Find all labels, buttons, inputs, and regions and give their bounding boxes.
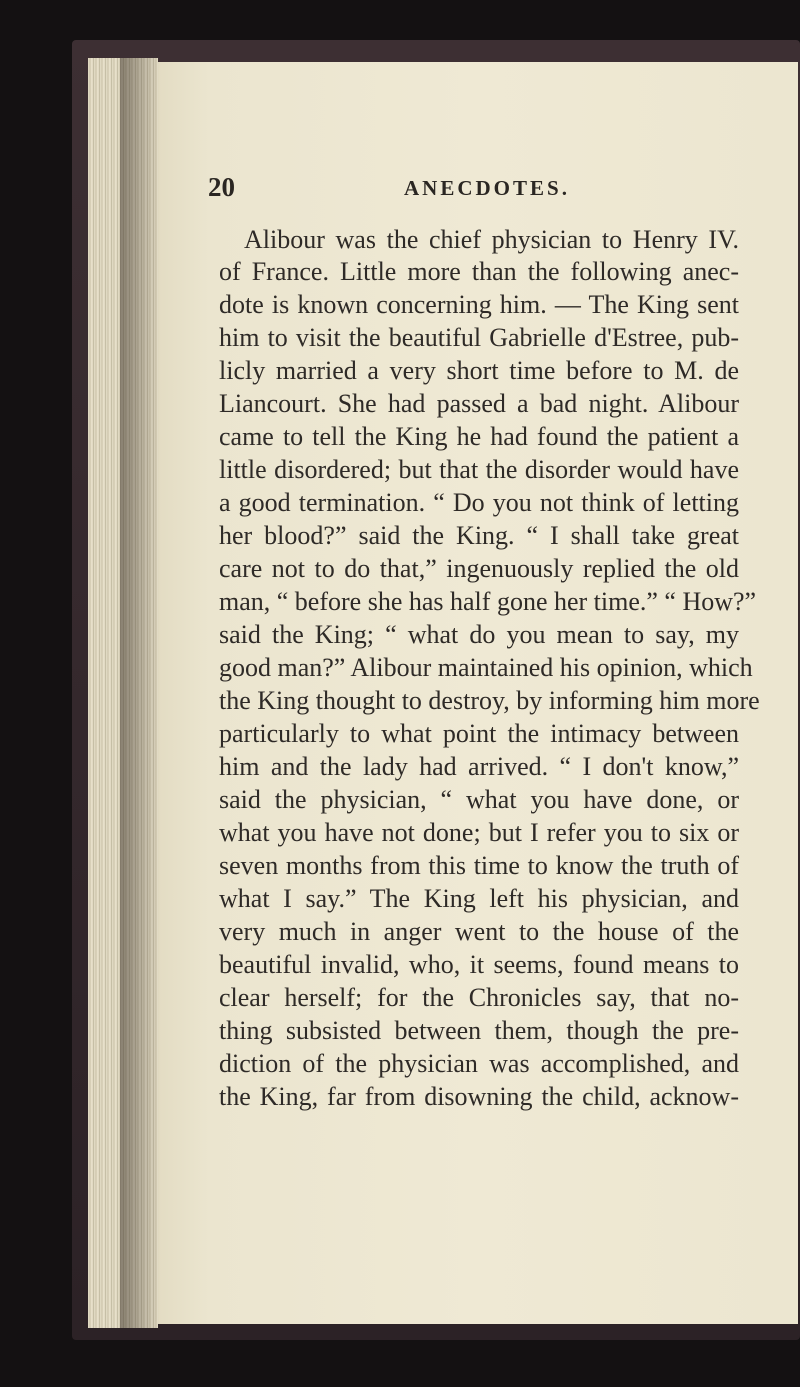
text-line: said the King; “ what do you mean to say, my — [219, 620, 739, 649]
text-line: what I say.” The King left his physician, and — [219, 884, 739, 913]
text-line: man, “ before she has half gone her time.” “ How?” — [219, 587, 757, 616]
text-line: little disordered; but that the disorder would have — [219, 455, 739, 484]
text-line: clear herself; for the Chronicles say, that no- — [219, 983, 739, 1012]
text-line: particularly to what point the intimacy between — [219, 719, 739, 748]
text-line: care not to do that,” ingenuously replied the old — [219, 554, 739, 583]
text-line: the King, far from disowning the child, acknow- — [219, 1082, 739, 1111]
text-line: a good termination. “ Do you not think of letting — [219, 488, 739, 517]
text-line: Alibour was the chief physician to Henry IV. — [244, 225, 739, 254]
page-number: 20 — [208, 172, 235, 202]
text-line: of France. Little more than the following anec- — [219, 257, 739, 286]
text-line: good man?” Alibour maintained his opinion, which — [219, 653, 753, 682]
text-line: Liancourt. She had passed a bad night. Alibour — [219, 389, 739, 418]
text-line: said the physician, “ what you have done, or — [219, 785, 739, 814]
text-line: him to visit the beautiful Gabrielle d'Estree, pub- — [219, 323, 739, 352]
text-line: thing subsisted between them, though the pre- — [219, 1016, 739, 1045]
text-line: the King thought to destroy, by informing him more — [219, 686, 760, 715]
text-line: beautiful invalid, who, it seems, found means to — [219, 950, 739, 979]
text-line: licly married a very short time before to M. de — [219, 356, 739, 385]
gutter-shadow — [120, 58, 160, 1328]
text-line: what you have not done; but I refer you to six or — [219, 818, 739, 847]
text-line: very much in anger went to the house of the — [219, 917, 739, 946]
running-head: ANECDOTES. — [404, 176, 570, 200]
text-line: seven months from this time to know the truth of — [219, 851, 739, 880]
text-line: him and the lady had arrived. “ I don't know,” — [219, 752, 739, 781]
text-line: came to tell the King he had found the patient a — [219, 422, 739, 451]
text-line: diction of the physician was accomplished, and — [219, 1049, 739, 1078]
text-line: dote is known concerning him. — The King sent — [219, 290, 739, 319]
text-line: her blood?” said the King. “ I shall take great — [219, 521, 739, 550]
